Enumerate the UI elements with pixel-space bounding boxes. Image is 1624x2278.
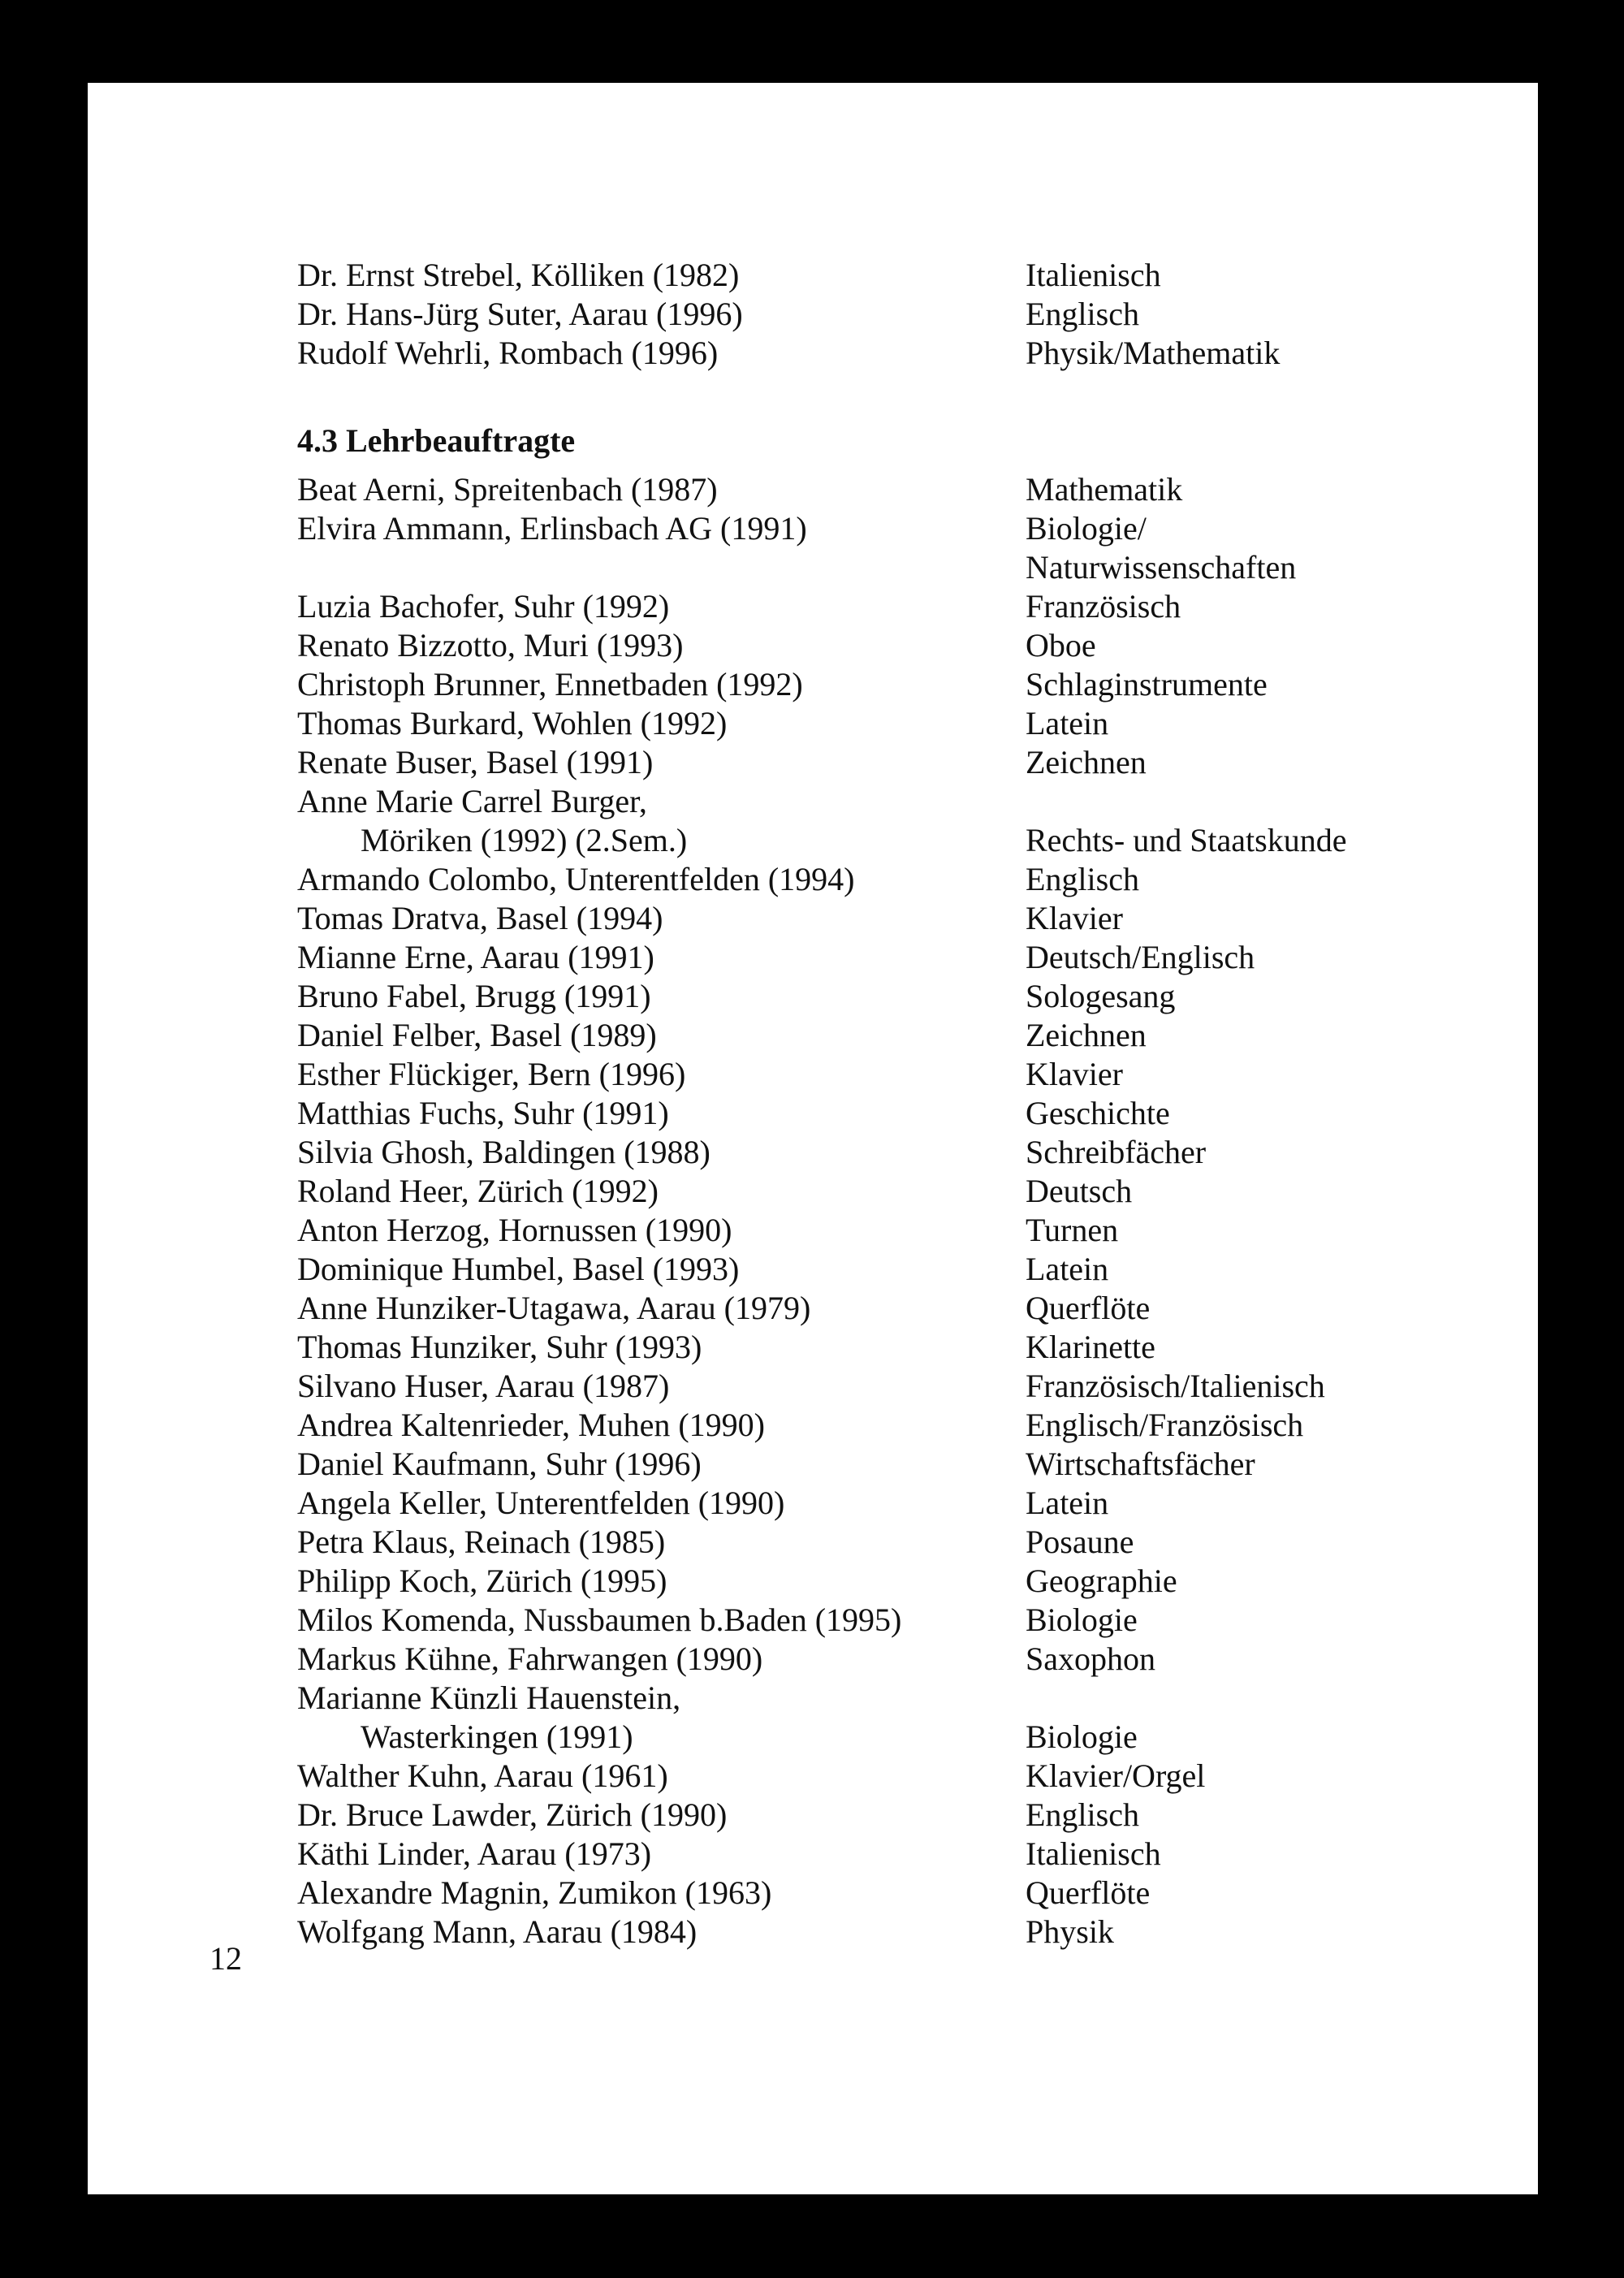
person-name: Marianne Künzli Hauenstein, <box>297 1679 681 1716</box>
subject: Mathematik <box>1026 471 1183 508</box>
person-name: Mianne Erne, Aarau (1991) <box>297 939 654 975</box>
subject: Latein <box>1026 705 1109 741</box>
subject: Italienisch <box>1026 1835 1161 1872</box>
subject: Biologie/ <box>1026 510 1147 547</box>
subject: Naturwissenschaften <box>1026 549 1297 586</box>
subject: Klarinette <box>1026 1329 1155 1365</box>
list-row <box>297 1367 1515 1406</box>
subject: Oboe <box>1026 627 1096 664</box>
subject: Französisch <box>1026 588 1181 625</box>
list-row <box>297 548 1515 587</box>
list-row <box>297 470 1515 509</box>
page-content <box>297 256 1515 1952</box>
list-row <box>297 1289 1515 1328</box>
person-name: Bruno Fabel, Brugg (1991) <box>297 978 651 1014</box>
person-name: Thomas Burkard, Wohlen (1992) <box>297 705 728 741</box>
list-row <box>297 295 1515 334</box>
subject: Schlaginstrumente <box>1026 666 1268 702</box>
person-name: Dr. Ernst Strebel, Kölliken (1982) <box>297 257 740 293</box>
person-name: Alexandre Magnin, Zumikon (1963) <box>297 1874 772 1911</box>
list-row <box>297 334 1515 373</box>
list-row <box>297 1523 1515 1562</box>
subject: Querflöte <box>1026 1290 1151 1326</box>
list-row <box>297 899 1515 938</box>
subject: Schreibfächer <box>1026 1134 1207 1170</box>
subject: Französisch/Italienisch <box>1026 1368 1325 1404</box>
person-name: Angela Keller, Unterentfelden (1990) <box>297 1485 785 1521</box>
person-name: Beat Aerni, Spreitenbach (1987) <box>297 471 718 508</box>
subject: Geographie <box>1026 1563 1177 1599</box>
subject: Latein <box>1026 1485 1109 1521</box>
list-row <box>297 1874 1515 1913</box>
list-row <box>297 1913 1515 1952</box>
person-name: Wolfgang Mann, Aarau (1984) <box>297 1913 698 1950</box>
list-row <box>297 1094 1515 1133</box>
person-name: Luzia Bachofer, Suhr (1992) <box>297 588 670 625</box>
person-name: Renate Buser, Basel (1991) <box>297 744 654 780</box>
person-name: Anne Marie Carrel Burger, <box>297 783 647 819</box>
person-name: Silvia Ghosh, Baldingen (1988) <box>297 1134 710 1170</box>
person-name: Dr. Bruce Lawder, Zürich (1990) <box>297 1796 728 1833</box>
list-row <box>297 626 1515 665</box>
list-row <box>297 1718 1515 1757</box>
person-name: Milos Komenda, Nussbaumen b.Baden (1995) <box>297 1602 902 1638</box>
list-row <box>297 1055 1515 1094</box>
person-name: Möriken (1992) (2.Sem.) <box>361 822 688 858</box>
person-name: Christoph Brunner, Ennetbaden (1992) <box>297 666 803 702</box>
person-name: Andrea Kaltenrieder, Muhen (1990) <box>297 1407 765 1443</box>
list-row <box>297 1133 1515 1172</box>
person-name: Philipp Koch, Zürich (1995) <box>297 1563 667 1599</box>
section-heading-text: 4.3 Lehrbeauftragte <box>297 422 576 459</box>
list-row <box>297 1640 1515 1679</box>
subject: Posaune <box>1026 1524 1134 1560</box>
list-row <box>297 743 1515 782</box>
list-row <box>297 1328 1515 1367</box>
section-heading <box>297 412 1515 470</box>
person-name: Markus Kühne, Fahrwangen (1990) <box>297 1640 763 1677</box>
list-row <box>297 1211 1515 1250</box>
lecturer-list <box>297 470 1515 1952</box>
list-row <box>297 1601 1515 1640</box>
person-name: Daniel Kaufmann, Suhr (1996) <box>297 1446 702 1482</box>
subject: Deutsch <box>1026 1173 1133 1209</box>
subject: Zeichnen <box>1026 1017 1147 1053</box>
list-row <box>297 509 1515 548</box>
subject: Zeichnen <box>1026 744 1147 780</box>
list-row <box>297 1172 1515 1211</box>
list-row <box>297 938 1515 977</box>
subject: Englisch <box>1026 1796 1139 1833</box>
subject: Turnen <box>1026 1212 1119 1248</box>
subject: Wirtschaftsfächer <box>1026 1446 1255 1482</box>
subject: Physik <box>1026 1913 1114 1950</box>
list-row <box>297 704 1515 743</box>
list-row <box>297 1445 1515 1484</box>
list-row <box>297 782 1515 821</box>
subject: Englisch/Französisch <box>1026 1407 1304 1443</box>
list-row <box>297 1484 1515 1523</box>
subject: Klavier <box>1026 900 1123 936</box>
list-row <box>297 665 1515 704</box>
subject: Latein <box>1026 1251 1109 1287</box>
list-row <box>297 256 1515 295</box>
subject: Physik/Mathematik <box>1026 335 1281 371</box>
subject: Sologesang <box>1026 978 1176 1014</box>
list-row <box>297 1250 1515 1289</box>
person-name: Tomas Dratva, Basel (1994) <box>297 900 663 936</box>
subject: Englisch <box>1026 861 1139 897</box>
person-name: Roland Heer, Zürich (1992) <box>297 1173 659 1209</box>
list-row <box>297 1757 1515 1796</box>
list-row <box>297 1835 1515 1874</box>
person-name: Petra Klaus, Reinach (1985) <box>297 1524 666 1560</box>
list-row <box>297 821 1515 860</box>
person-name: Dominique Humbel, Basel (1993) <box>297 1251 740 1287</box>
person-name: Anne Hunziker-Utagawa, Aarau (1979) <box>297 1290 811 1326</box>
subject: Klavier/Orgel <box>1026 1757 1206 1794</box>
person-name: Esther Flückiger, Bern (1996) <box>297 1056 686 1092</box>
person-name: Anton Herzog, Hornussen (1990) <box>297 1212 732 1248</box>
person-name: Armando Colombo, Unterentfelden (1994) <box>297 861 855 897</box>
person-name: Silvano Huser, Aarau (1987) <box>297 1368 670 1404</box>
subject: Querflöte <box>1026 1874 1151 1911</box>
page-number: 12 <box>209 1940 242 1977</box>
subject: Biologie <box>1026 1718 1138 1755</box>
person-name: Thomas Hunziker, Suhr (1993) <box>297 1329 702 1365</box>
teacher-list-continued <box>297 256 1515 373</box>
person-name: Matthias Fuchs, Suhr (1991) <box>297 1095 669 1131</box>
person-name: Renato Bizzotto, Muri (1993) <box>297 627 684 664</box>
list-row <box>297 1406 1515 1445</box>
subject: Englisch <box>1026 296 1139 332</box>
subject: Italienisch <box>1026 257 1161 293</box>
list-row <box>297 1679 1515 1718</box>
person-name: Käthi Linder, Aarau (1973) <box>297 1835 652 1872</box>
document-page <box>88 83 1538 2194</box>
person-name: Daniel Felber, Basel (1989) <box>297 1017 657 1053</box>
subject: Geschichte <box>1026 1095 1170 1131</box>
subject: Deutsch/Englisch <box>1026 939 1255 975</box>
subject: Rechts- und Staatskunde <box>1026 822 1347 858</box>
subject: Biologie <box>1026 1602 1138 1638</box>
list-row <box>297 1562 1515 1601</box>
person-name: Elvira Ammann, Erlinsbach AG (1991) <box>297 510 807 547</box>
list-row <box>297 860 1515 899</box>
person-name: Rudolf Wehrli, Rombach (1996) <box>297 335 719 371</box>
person-name: Wasterkingen (1991) <box>361 1718 633 1755</box>
person-name: Dr. Hans-Jürg Suter, Aarau (1996) <box>297 296 743 332</box>
list-row <box>297 587 1515 626</box>
list-row <box>297 977 1515 1016</box>
subject: Klavier <box>1026 1056 1123 1092</box>
list-row <box>297 1796 1515 1835</box>
person-name: Walther Kuhn, Aarau (1961) <box>297 1757 668 1794</box>
list-row <box>297 1016 1515 1055</box>
subject: Saxophon <box>1026 1640 1155 1677</box>
